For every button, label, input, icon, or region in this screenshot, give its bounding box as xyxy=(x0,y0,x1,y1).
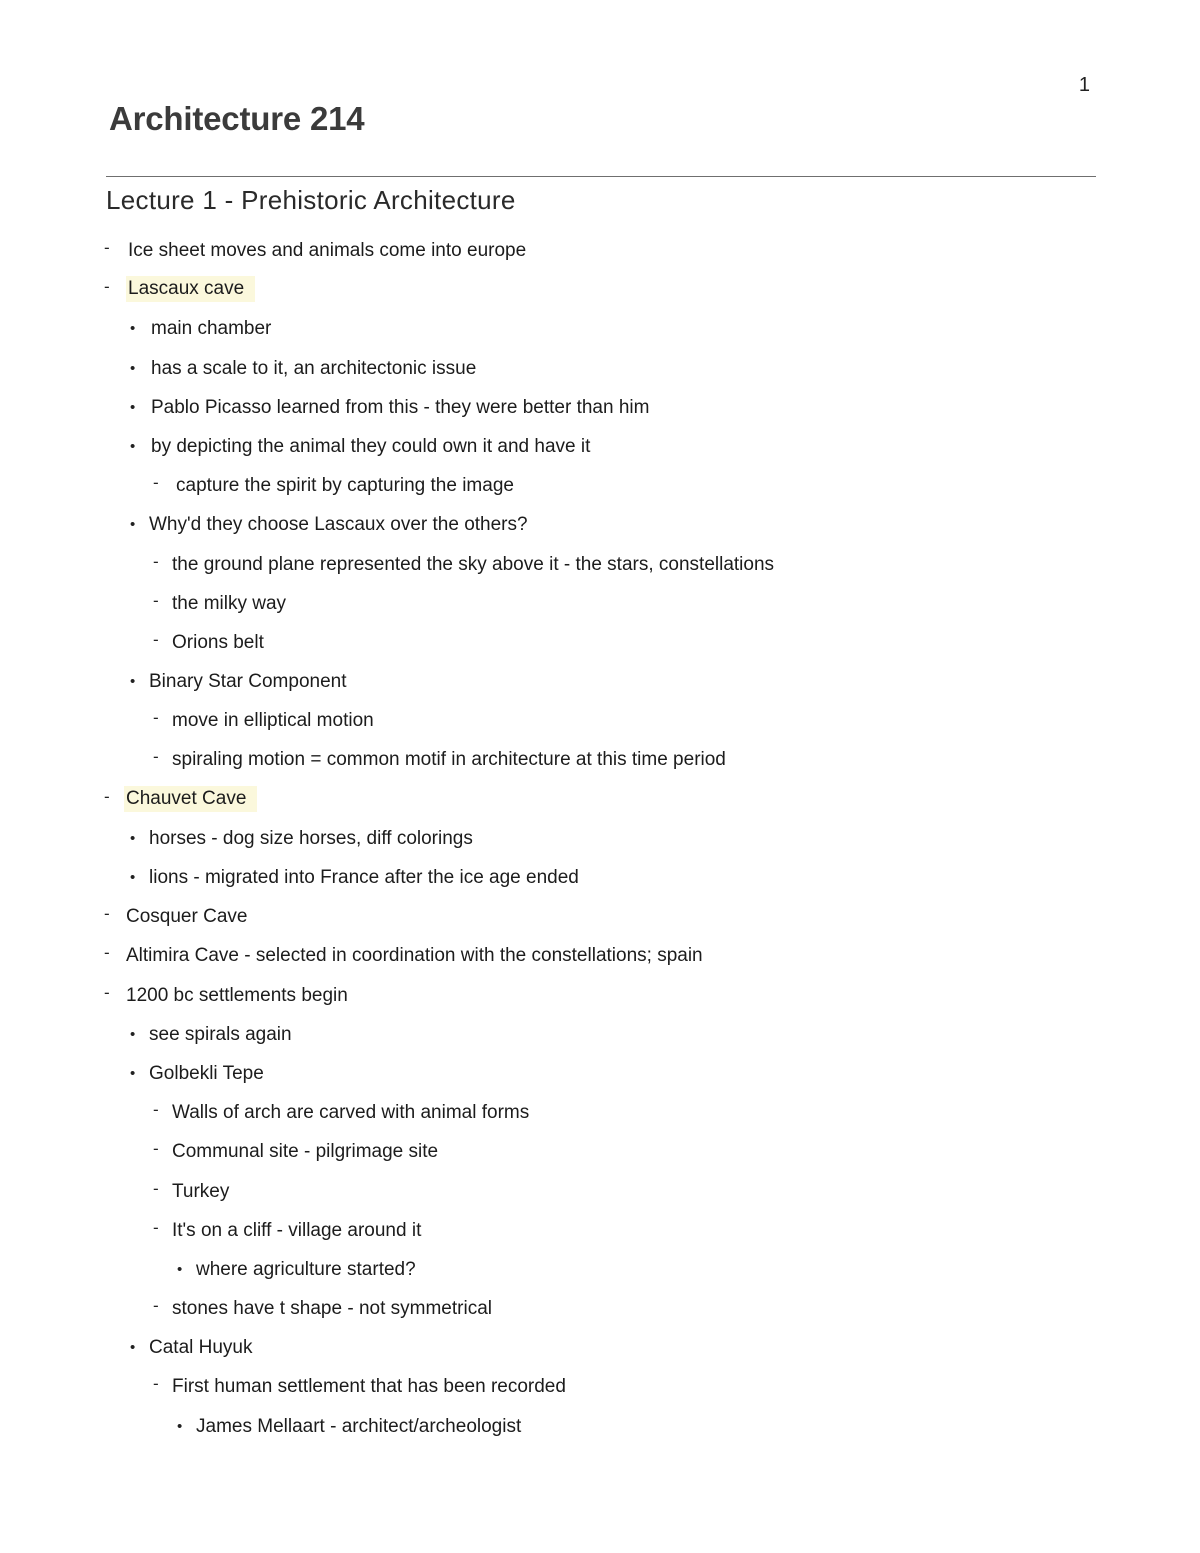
dash-marker: - xyxy=(104,238,110,257)
note-item xyxy=(0,740,1200,779)
dash-marker: - xyxy=(104,786,110,806)
highlighted-note-text: Lascaux cave xyxy=(126,276,255,302)
dash-marker: - xyxy=(153,1139,159,1159)
bullet-marker: • xyxy=(130,437,136,455)
bullet-marker: • xyxy=(130,869,136,886)
bullet-marker: • xyxy=(130,829,136,847)
note-item xyxy=(0,1289,1200,1328)
bullet-marker: • xyxy=(130,1025,136,1043)
note-item xyxy=(0,349,1200,388)
lecture-notes-list xyxy=(0,231,1200,1446)
note-item xyxy=(0,780,1200,819)
note-item xyxy=(0,936,1200,975)
note-item xyxy=(0,1015,1200,1054)
note-text: James Mellaart - architect/archeologist xyxy=(196,1415,522,1437)
dash-marker: - xyxy=(153,1100,159,1120)
note-item xyxy=(0,466,1200,505)
note-item xyxy=(0,584,1200,623)
note-text: Golbekli Tepe xyxy=(149,1062,264,1084)
note-item xyxy=(0,1211,1200,1250)
note-text: move in elliptical motion xyxy=(172,710,374,732)
note-item xyxy=(0,1132,1200,1171)
note-text: First human settlement that has been recorded xyxy=(172,1376,566,1398)
note-text: spiraling motion = common motif in architecture at this time period xyxy=(172,749,726,771)
note-item xyxy=(0,701,1200,740)
dash-marker: - xyxy=(104,943,110,963)
dash-marker: - xyxy=(153,629,159,649)
note-text: stones have t shape - not symmetrical xyxy=(172,1298,492,1320)
note-text: Walls of arch are carved with animal forms xyxy=(172,1102,530,1124)
bullet-marker: • xyxy=(130,1339,136,1357)
note-item xyxy=(0,1328,1200,1367)
note-text: see spirals again xyxy=(149,1023,292,1045)
note-item xyxy=(0,388,1200,427)
bullet-marker: • xyxy=(130,673,136,691)
note-text: 1200 bc settlements begin xyxy=(126,984,348,1006)
note-text: Catal Huyuk xyxy=(149,1337,253,1359)
dash-marker: - xyxy=(153,551,159,571)
note-item xyxy=(0,623,1200,662)
bullet-marker: • xyxy=(130,1064,136,1082)
note-text: Pablo Picasso learned from this - they were better than him xyxy=(151,396,650,418)
note-item xyxy=(0,231,1200,270)
note-text: Communal site - pilgrimage site xyxy=(172,1141,439,1163)
note-item xyxy=(0,1093,1200,1132)
bullet-marker: • xyxy=(130,320,136,338)
note-item xyxy=(0,819,1200,858)
dash-marker: - xyxy=(153,1217,159,1237)
bullet-marker: • xyxy=(177,1417,183,1435)
note-text: the ground plane represented the sky above it - the stars, constellations xyxy=(172,553,775,575)
note-text: Cosquer Cave xyxy=(126,906,248,928)
bullet-marker: • xyxy=(177,1260,183,1278)
note-text: has a scale to it, an architectonic issue xyxy=(151,357,477,379)
document-title: Architecture 214 xyxy=(109,100,365,137)
lecture-heading: Lecture 1 - Prehistoric Architecture xyxy=(106,185,516,215)
note-text: Why'd they choose Lascaux over the others? xyxy=(149,514,528,536)
title-divider xyxy=(106,176,1096,177)
note-text: Ice sheet moves and animals come into europe xyxy=(128,240,527,261)
dash-marker: - xyxy=(153,473,159,493)
note-item xyxy=(0,1054,1200,1093)
note-text: main chamber xyxy=(151,318,272,340)
highlighted-note-text: Chauvet Cave xyxy=(124,786,257,812)
note-item xyxy=(0,976,1200,1015)
note-item xyxy=(0,858,1200,897)
dash-marker: - xyxy=(153,1178,159,1198)
note-text: It's on a cliff - village around it xyxy=(172,1219,422,1241)
dash-marker: - xyxy=(153,590,159,610)
note-text: capture the spirit by capturing the image xyxy=(176,475,514,497)
note-item xyxy=(0,662,1200,701)
note-item xyxy=(0,427,1200,466)
note-item xyxy=(0,1367,1200,1406)
bullet-marker: • xyxy=(130,398,136,416)
note-text: the milky way xyxy=(172,592,287,614)
note-item xyxy=(0,309,1200,348)
dash-marker: - xyxy=(104,904,110,924)
page-number: 1 xyxy=(1078,74,1090,96)
bullet-marker: • xyxy=(130,516,136,534)
note-text: by depicting the animal they could own it and have it xyxy=(151,435,591,457)
dash-marker: - xyxy=(153,1374,159,1394)
note-item xyxy=(0,270,1200,309)
note-text: Binary Star Component xyxy=(149,671,347,693)
dash-marker: - xyxy=(104,277,110,297)
note-item xyxy=(0,505,1200,544)
note-text: Altimira Cave - selected in coordination with the constellations; spain xyxy=(126,945,703,967)
note-item xyxy=(0,1407,1200,1446)
bullet-marker: • xyxy=(130,359,136,377)
note-text: lions - migrated into France after the ice age ended xyxy=(149,867,579,888)
note-item xyxy=(0,897,1200,936)
dash-marker: - xyxy=(153,708,159,728)
dash-marker: - xyxy=(104,982,110,1002)
note-text: horses - dog size horses, diff colorings xyxy=(149,827,473,849)
note-text: Turkey xyxy=(172,1180,230,1202)
note-text: Orions belt xyxy=(172,631,264,653)
note-item xyxy=(0,1250,1200,1289)
note-item xyxy=(0,545,1200,584)
note-item xyxy=(0,1172,1200,1211)
note-text: where agriculture started? xyxy=(196,1258,416,1280)
dash-marker: - xyxy=(153,1296,159,1316)
dash-marker: - xyxy=(153,747,159,767)
